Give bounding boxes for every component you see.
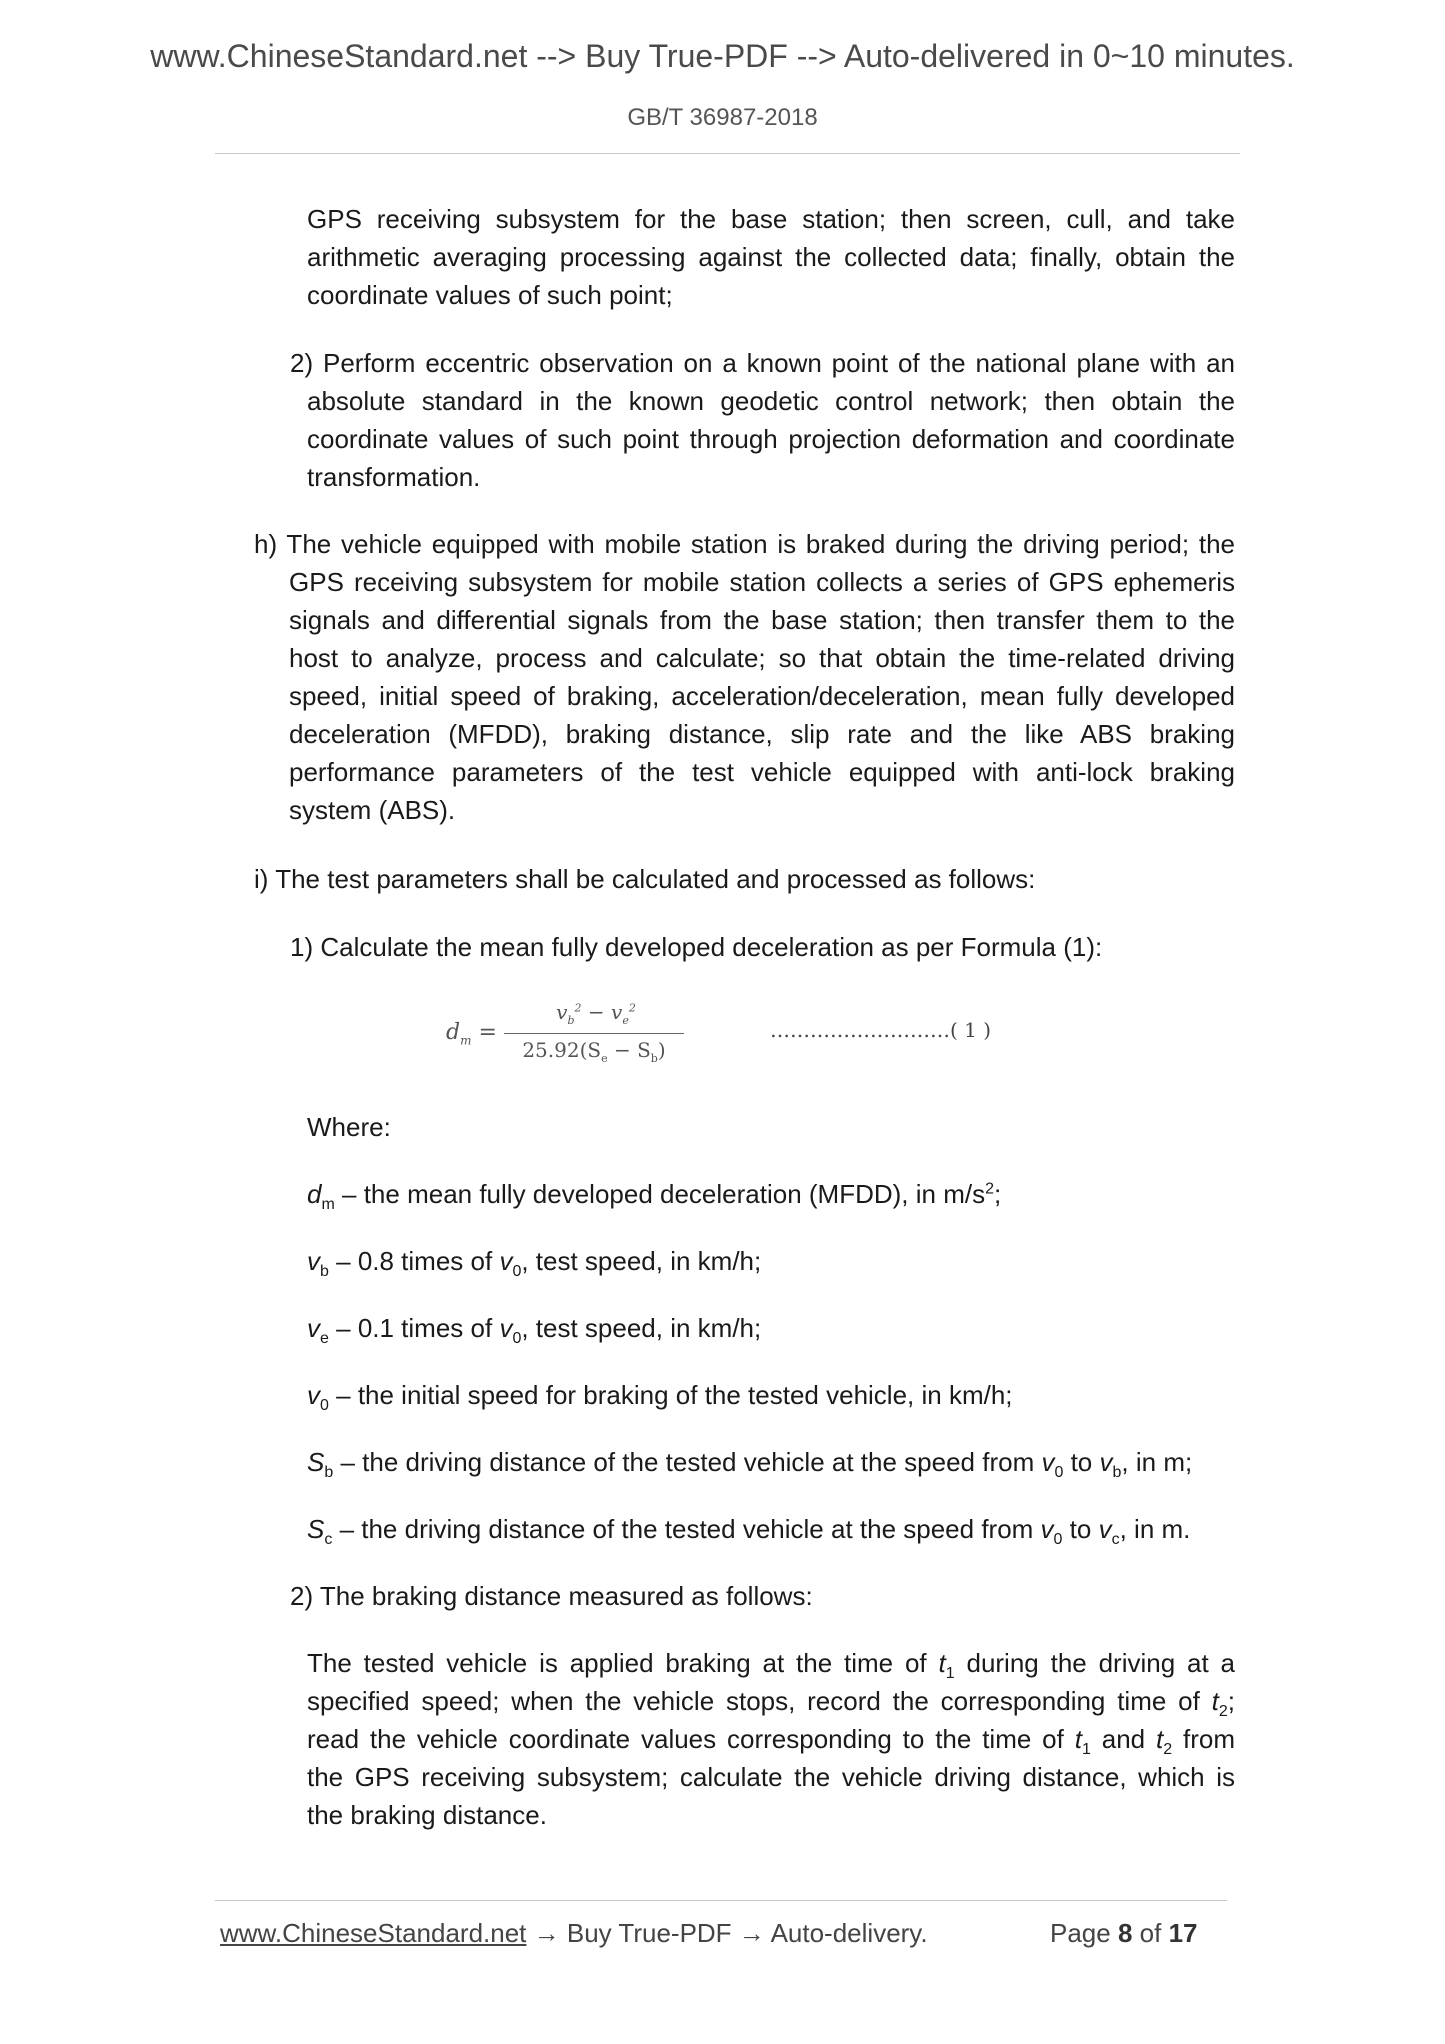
text-line: GPS receiving subsystem for the base station; then screen, cull, and take — [307, 204, 1235, 234]
text-line: the GPS receiving subsystem; calculate the vehicle driving distance, which is — [307, 1762, 1235, 1792]
paragraph-base-station-continued — [307, 200, 1235, 314]
header-banner: www.ChineseStandard.net --> Buy True-PDF --> Auto-delivered in 0~10 minutes. — [150, 38, 1295, 74]
text-line: signals and differential signals from the base station; then transfer them to the — [289, 605, 1235, 635]
definition-sb: $S_b$ – the driving distance of the tested vehicle at the speed from $v_0$ to $v_b$, in m; — [307, 1447, 1193, 1482]
text-line: performance parameters of the test vehicle equipped with anti-lock braking — [289, 757, 1235, 787]
header-divider — [215, 153, 1240, 154]
text-line: coordinate values of such point through projection deformation and coordinate — [307, 424, 1235, 454]
footer-link-line — [220, 1918, 928, 1949]
definition-v0: $v_0$ – the initial speed for braking of the tested vehicle, in km/h; — [307, 1380, 1013, 1415]
text-line: speed, initial speed of braking, acceleration/deceleration, mean fully developed — [289, 681, 1235, 711]
text-line: GPS receiving subsystem for mobile station collects a series of GPS ephemeris — [289, 567, 1235, 597]
formula-1 — [440, 1000, 1040, 1070]
standard-number: GB/T 36987-2018 — [627, 104, 818, 131]
text-line: absolute standard in the known geodetic control network; then obtain the — [307, 386, 1235, 416]
definition-ve: $v_e - 0.1$ times of $v_0$, test speed, in km/h; — [307, 1313, 762, 1348]
text-line: 2) Perform eccentric observation on a known point of the national plane with an — [290, 348, 1235, 378]
paragraph-item-2-braking-distance: 2) The braking distance measured as follows: — [290, 1581, 813, 1611]
text-line: specified speed; when the vehicle stops, record the corresponding time of $t_2$; — [307, 1686, 1235, 1721]
text-line: arithmetic averaging processing against the collected data; finally, obtain the — [307, 242, 1235, 272]
formula-number: ………………………( 1 ) — [770, 1018, 992, 1042]
text-line: h) The vehicle equipped with mobile station is braked during the driving period; the — [254, 529, 1235, 559]
where-label: Where: — [307, 1112, 391, 1142]
fraction-bar — [504, 1033, 684, 1034]
text-line: coordinate values of such point; — [307, 280, 673, 310]
formula-lhs: $d_m$ = — [446, 1020, 497, 1048]
text-line: read the vehicle coordinate values corresponding to the time of $t_1$ and $t_2$ from — [307, 1724, 1235, 1759]
paragraph-item-2-eccentric-observation — [290, 344, 1235, 496]
formula-denominator: $25.92(S_e - S_b)$ — [522, 1038, 666, 1065]
definition-vb: $v_b - 0.8$ times of $v_0$, test speed, in km/h; — [307, 1246, 762, 1281]
formula-numerator: $v_b^2 - v_e^2$ — [556, 1000, 636, 1027]
paragraph-item-i-test-parameters: i) The test parameters shall be calculated and processed as follows: — [254, 864, 1036, 894]
paragraph-item-h-vehicle-braking — [254, 525, 1235, 829]
text-line: system (ABS). — [289, 795, 456, 825]
text-line: The tested vehicle is applied braking at the time of $t_1$ during the driving at a — [307, 1648, 1235, 1683]
page-number: Page 8 of 17 — [1050, 1918, 1198, 1948]
footer-divider — [215, 1900, 1227, 1901]
footer-website-link[interactable]: www.ChineseStandard.net — [220, 1918, 527, 1948]
text-line: transformation. — [307, 462, 481, 492]
text-line: the braking distance. — [307, 1800, 547, 1830]
text-line: deceleration (MFDD), braking distance, slip rate and the like ABS braking — [289, 719, 1235, 749]
paragraph-item-1-mfdd: 1) Calculate the mean fully developed deceleration as per Formula (1): — [290, 932, 1103, 962]
footer-tagline: → Buy True-PDF → Auto-delivery. — [526, 1918, 928, 1948]
definition-dm: $d_m$ – the mean fully developed deceleration (MFDD), in $m/s^2$; — [307, 1179, 1002, 1214]
paragraph-braking-distance-method — [307, 1644, 1235, 1834]
definition-sc: $S_c$ – the driving distance of the tested vehicle at the speed from $v_0$ to $v_c$, in m. — [307, 1514, 1191, 1549]
text-line: host to analyze, process and calculate; so that obtain the time-related driving — [289, 643, 1235, 673]
